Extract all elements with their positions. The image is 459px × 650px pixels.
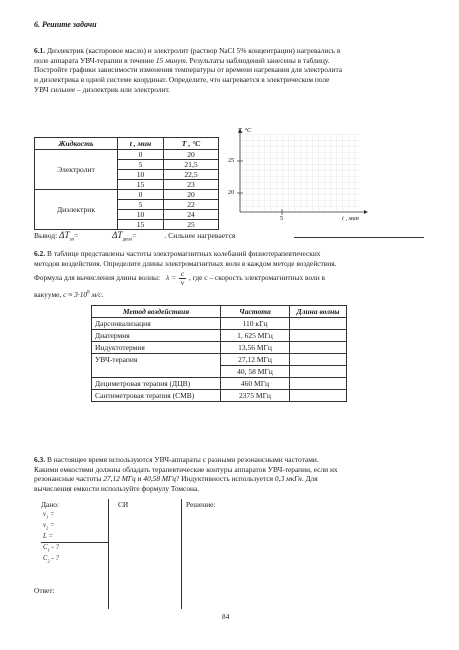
group-electrolyte: Электролит: [35, 150, 118, 190]
fraction-denominator: ν: [180, 278, 185, 287]
cell-method: Дециметровая терапия (ДЦВ): [92, 378, 221, 390]
graph-x-label: t , мин: [342, 215, 359, 222]
cell-wavelength: [290, 378, 347, 390]
cell-frequency: 110 кГц: [221, 318, 290, 330]
cell-wavelength: [290, 318, 347, 330]
task2-line2: методов воздействия. Определите длины электромагнитных волн в каждом методе воздействия.: [34, 258, 337, 268]
delta-electrolyte: ΔT: [59, 230, 70, 240]
given-divider: [41, 542, 108, 543]
task1-text: [34, 46, 426, 94]
task3-text: [34, 455, 426, 494]
vacuum-line: вакууме, $c \approx 3\cdot 10^8$ м/с.: [34, 290, 104, 299]
speed-value: c ≈ 3·10: [63, 290, 88, 299]
inductance: 0,3 мкГн: [274, 474, 302, 484]
given-L: L =: [43, 533, 53, 540]
task3-number: 6.3.: [34, 455, 46, 464]
task1-number: 6.1.: [34, 46, 46, 55]
cell-temp: 22,5: [164, 170, 219, 180]
cell-time: 10: [118, 210, 164, 220]
formula-lambda: λ =: [165, 273, 176, 283]
cell-method: Диатермия: [92, 330, 221, 342]
freq2: 40,58 МГц: [143, 474, 176, 484]
cell-frequency: 460 МГц: [221, 378, 290, 390]
fraction-numerator: c: [180, 269, 185, 278]
cell-temp: 22: [164, 200, 219, 210]
speed-unit: м/с: [91, 290, 102, 299]
cell-temp: 21,5: [164, 160, 219, 170]
task3-line1: В настоящее время используются УВЧ-аппараты с разными резонансными частотами.: [46, 455, 319, 464]
cell-temp: 25: [164, 220, 219, 230]
cell-wavelength: [290, 330, 347, 342]
section-title: 6. Решите задачи: [34, 20, 97, 29]
header-liquid: Жидкость: [35, 138, 118, 150]
graph-y-tick-20-label: 20: [228, 189, 235, 196]
header-time: t , мин: [118, 138, 164, 150]
speed-exponent: 8: [87, 290, 90, 296]
temperature-table: [34, 137, 219, 230]
answer-label: Ответ:: [34, 586, 55, 595]
table-row: [92, 390, 347, 402]
table-row: [92, 330, 347, 342]
table-row: [92, 342, 347, 354]
divider-given-si: [108, 499, 109, 609]
task3-line3a: резонансные частоты: [34, 474, 104, 484]
find-c1: $C_1$ - ?: [43, 544, 59, 553]
task1-duration: 15 минут: [155, 55, 186, 65]
task3-line3g: . Для: [301, 474, 318, 484]
graph-x-tick-5-label: 5: [280, 215, 284, 222]
task1-line3: Постройте графики зависимости изменения температуры от времени нагревания для электролита: [34, 65, 343, 75]
divider-si-solution: [181, 499, 182, 609]
given-label: Дано:: [41, 500, 60, 509]
freq1: 27,12 МГц: [103, 474, 136, 484]
header-temperature: T , °C: [164, 138, 219, 150]
conclusion-line: [34, 230, 235, 244]
task3-line2: Какими емкостями должны обладать терапевтические контуры аппаратов УВЧ-терапии, если их: [34, 464, 338, 474]
formula-line: [34, 270, 426, 287]
task1-line5: УВЧ сильнее – диэлектрик или электролит.: [34, 84, 170, 94]
x-axis-arrow: [364, 210, 368, 214]
group-dielectric: Диэлектрик: [35, 190, 118, 230]
frequency-table: [91, 305, 347, 402]
task3-line3e: ? Индуктивность используется: [175, 474, 275, 484]
cell-time: 5: [118, 200, 164, 210]
formula-fraction: [179, 270, 186, 287]
cell-wavelength: [290, 342, 347, 354]
cell-time: 0: [118, 150, 164, 160]
cell-method: Дарсонвализация: [92, 318, 221, 330]
delta-electrolyte-sub: эл: [69, 237, 75, 243]
grid-area: [240, 134, 360, 212]
given-v2: $\nu_2$ =: [43, 522, 55, 531]
task2-text: [34, 249, 426, 268]
task1-line1: Диэлектрик (касторовое масло) и электролит (раствор NaCl 5% концентрации) нагревались в: [46, 46, 341, 55]
conclusion-stronger: . Сильнее нагревается: [164, 231, 236, 240]
cell-frequency: 27,12 МГц: [221, 354, 290, 366]
table-row: [92, 354, 347, 366]
task1-line2a: поле аппарата УВЧ-терапии в течение: [34, 55, 156, 65]
given-v1: $\nu_1$ =: [43, 511, 55, 520]
cell-frequency: 2375 МГц: [221, 390, 290, 402]
cell-temp: 20: [164, 150, 219, 160]
si-label: СИ: [118, 500, 129, 509]
solution-label: Решение:: [186, 500, 216, 509]
task2-number: 6.2.: [34, 249, 46, 258]
graph-y-tick-25-label: 25: [228, 157, 235, 164]
cell-time: 15: [118, 220, 164, 230]
table-row: [92, 318, 347, 330]
cell-time: 10: [118, 170, 164, 180]
cell-method: Сантиметровая терапия (СМВ): [92, 390, 221, 402]
cell-temp: 20: [164, 190, 219, 200]
table-row: [92, 378, 347, 390]
equals-sign: =: [132, 231, 137, 240]
delta-dielectric-sub: диэл: [122, 237, 133, 243]
task3-line4: вычисления емкости используйте формулу Томсона.: [34, 483, 200, 493]
task2-line1: В таблице представлены частоты электромагнитных колебаний физиотерапевтических: [46, 249, 321, 258]
cell-wavelength: [290, 366, 347, 378]
graph-y-label: T, °C: [238, 127, 252, 134]
vacuum-text: вакууме,: [34, 290, 62, 299]
cell-frequency: 13,56 МГц: [221, 342, 290, 354]
graph-grid: [230, 128, 370, 220]
header-method: Метод воздействия: [92, 306, 221, 318]
conclusion-label: Вывод:: [34, 231, 58, 240]
task1-line2c: . Результаты наблюдений занесены в таблицу.: [185, 55, 330, 65]
formula-intro: Формула для вычисления длины волны:: [34, 273, 161, 283]
equals-sign: =: [74, 231, 79, 240]
cell-frequency: 40, 58 МГц: [221, 366, 290, 378]
cell-time: 15: [118, 180, 164, 190]
cell-method: Индуктотермия: [92, 342, 221, 354]
cell-temp: 24: [164, 210, 219, 220]
cell-temp: 23: [164, 180, 219, 190]
header-wavelength: Длина волны: [290, 306, 347, 318]
delta-dielectric: ΔT: [112, 230, 123, 240]
cell-frequency: 1, 625 МГц: [221, 330, 290, 342]
cell-time: 5: [118, 160, 164, 170]
answer-underline: [294, 237, 424, 238]
cell-wavelength: [290, 354, 347, 366]
table-row: [35, 190, 219, 200]
header-frequency: Частота: [221, 306, 290, 318]
cell-wavelength: [290, 390, 347, 402]
table-row: [35, 150, 219, 160]
find-c2: $C_2$ - ?: [43, 555, 59, 564]
cell-time: 0: [118, 190, 164, 200]
cell-method: УВЧ-терапия: [92, 354, 221, 378]
task1-line4: и диэлектрика в одной системе координат. Определите, что нагревается в электрическом поле: [34, 74, 330, 84]
task3-line3c: и: [135, 474, 144, 484]
formula-after: , где c – скорость электромагнитных волн в: [189, 273, 326, 283]
page-number: 84: [222, 612, 230, 621]
